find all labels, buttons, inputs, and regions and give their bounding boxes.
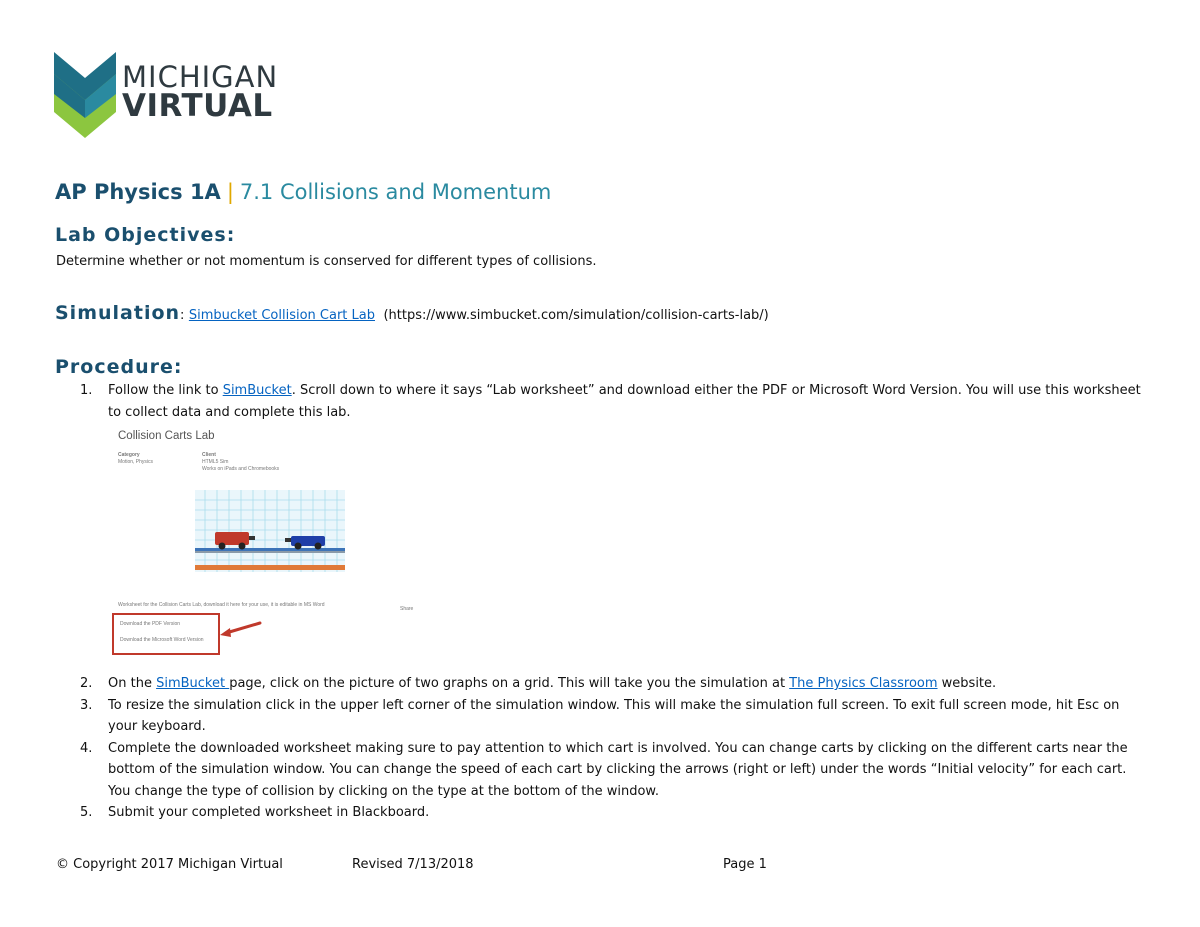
simbucket-page-link[interactable]: SimBucket	[156, 676, 230, 691]
step-text: website.	[937, 676, 997, 691]
red-arrow-icon	[218, 620, 262, 640]
physics-classroom-link[interactable]: The Physics Classroom	[789, 676, 938, 691]
screenshot-caption: Worksheet for the Collision Carts Lab, download it here for your use, it is editable in MS Word	[118, 602, 325, 608]
step-text: Submit your completed worksheet in Blackboard.	[108, 805, 430, 820]
page-title	[55, 180, 551, 204]
step-number: 1.	[80, 383, 93, 398]
step-text: page, click on the picture of two graphs on a grid. This will take you the simulation at	[229, 676, 790, 691]
simbucket-collision-link[interactable]: Simbucket Collision Cart Lab	[188, 308, 375, 323]
screenshot-col1-val: Motion, Physics	[118, 459, 154, 465]
course-name: AP Physics 1A	[55, 180, 221, 204]
screenshot-share: Share	[400, 606, 414, 612]
procedure-step-1	[56, 380, 1146, 423]
screenshot-col2-val2: Works on iPads and Chromebooks	[202, 466, 280, 472]
logo-line2: VIRTUAL	[122, 88, 273, 124]
step-number: 3.	[80, 697, 93, 713]
simulation-line	[55, 302, 769, 324]
simulation-url: (https://www.simbucket.com/simulation/collision-carts-lab/)	[383, 308, 769, 323]
procedure-step-2	[56, 673, 1146, 695]
unit-name: 7.1 Collisions and Momentum	[239, 180, 552, 204]
download-pdf-link: Download the PDF Version	[120, 621, 181, 627]
footer-page-number: Page 1	[723, 857, 767, 872]
objectives-text: Determine whether or not momentum is conserved for different types of collisions.	[56, 254, 597, 269]
michigan-virtual-logo	[52, 52, 282, 144]
step-number: 5.	[80, 805, 93, 820]
procedure-step-5	[56, 802, 1146, 824]
step-text: . Scroll down to where it says “Lab worksheet” and download either the PDF or Microsoft Word Version. You will use this worksheet to collect data and complete this lab.	[108, 383, 1141, 420]
procedure-step-4	[56, 738, 1146, 803]
procedure-step-3	[56, 695, 1146, 738]
screenshot-col1-head: Category	[118, 452, 140, 458]
screenshot-col2-head: Client	[202, 452, 216, 458]
step-number: 2.	[80, 676, 93, 691]
download-word-link: Download the Microsoft Word Version	[120, 637, 204, 643]
step-text: To resize the simulation click in the upper left corner of the simulation window. This will make the simulation full screen. To exit full screen mode, hit Esc on your keyboard.	[108, 697, 1120, 734]
logo-line1: MICHIGAN	[122, 60, 279, 94]
simulation-colon: :	[180, 308, 185, 323]
step-text: Follow the link to	[108, 383, 223, 398]
logo-mark-icon	[52, 52, 118, 140]
step-text: On the	[108, 676, 157, 691]
procedure-heading: Procedure:	[55, 356, 183, 378]
objectives-heading: Lab Objectives:	[55, 224, 236, 246]
screenshot-col2-val1: HTML5 Sim	[202, 459, 229, 465]
title-separator: |	[226, 180, 234, 204]
simbucket-page-screenshot	[110, 428, 430, 658]
download-highlight-box	[112, 613, 220, 655]
footer-copyright: © Copyright 2017 Michigan Virtual	[56, 857, 283, 872]
step-text: Complete the downloaded worksheet making sure to pay attention to which cart is involved. You can change carts by clicking on the different carts near the bottom of the simulation window. You can change the speed of each cart by clicking the arrows (right or left) under the words “Initial velocity” for each cart. You change the type of collision by clicking on the type at the bottom of the window.	[108, 740, 1128, 799]
collision-carts-thumbnail	[195, 490, 345, 572]
screenshot-title: Collision Carts Lab	[118, 430, 215, 442]
footer-revised: Revised 7/13/2018	[352, 857, 474, 872]
step-number: 4.	[80, 740, 93, 756]
simulation-heading: Simulation	[55, 302, 181, 324]
simbucket-link[interactable]: SimBucket	[222, 383, 292, 398]
